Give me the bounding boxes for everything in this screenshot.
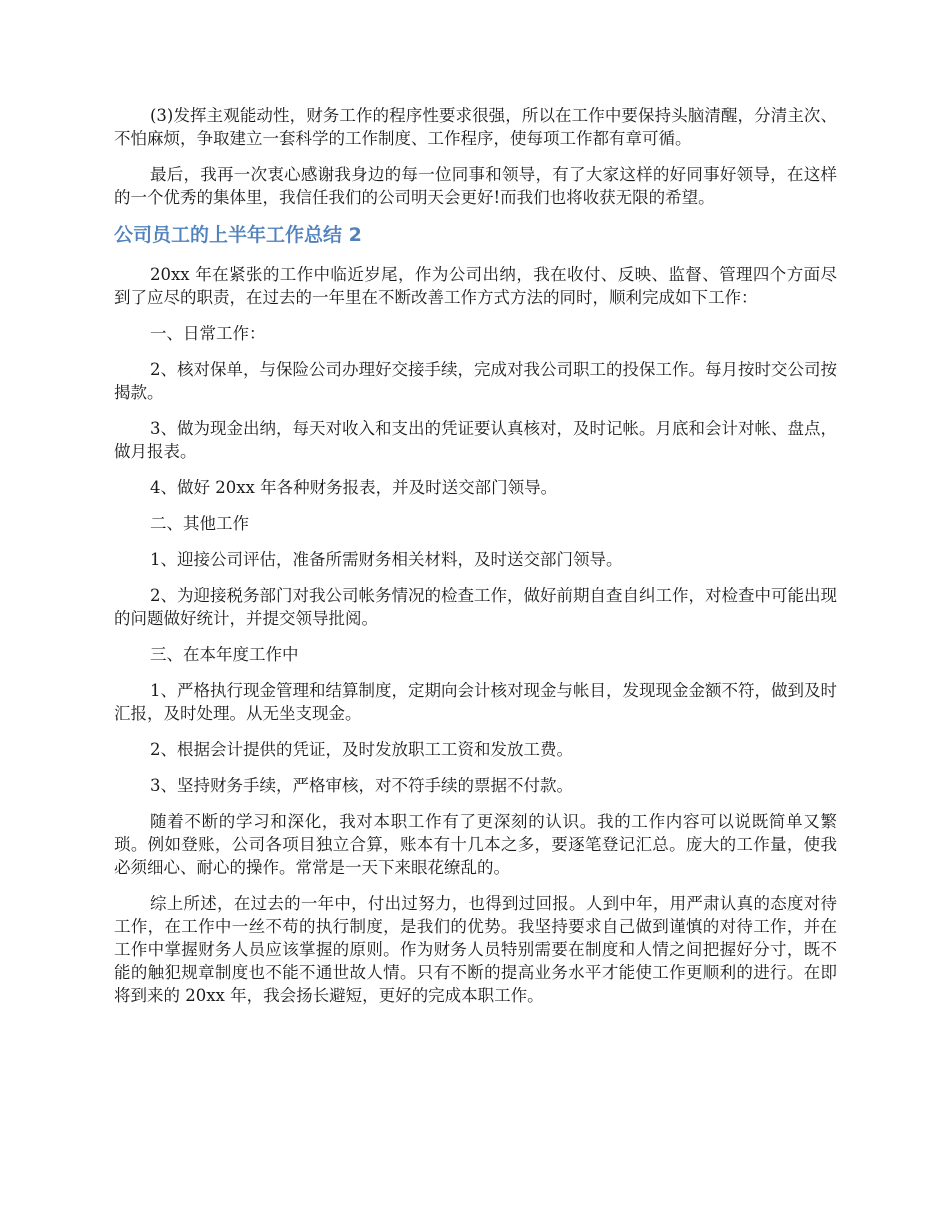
subheading-daily-work: 一、日常工作： bbox=[150, 324, 266, 343]
list-item: 3、坚持财务手续，严格审核，对不符手续的票据不付款。 bbox=[150, 776, 573, 795]
paragraph: 随着不断的学习和深化，我对本职工作有了更深刻的认识。我的工作内容可以说既简单又繁琐。例如登账，公司各项目独立合算，账本有十几本之多，要逐笔登记汇总。庞大的工作量，使我必须细心、耐心的操作。常常是一天下来眼花缭乱的。 bbox=[114, 812, 837, 877]
section-heading: 公司员工的上半年工作总结 2 bbox=[114, 224, 362, 246]
list-item: 1、迎接公司评估，准备所需财务相关材料，及时送交部门领导。 bbox=[150, 550, 623, 569]
list-item: 1、严格执行现金管理和结算制度，定期向会计核对现金与帐目，发现现金金额不符，做到及时汇报，及时处理。从无坐支现金。 bbox=[114, 681, 837, 723]
document-page bbox=[114, 104, 837, 1020]
paragraph: 综上所述，在过去的一年中，付出过努力，也得到过回报。人到中年，用严肃认真的态度对待工作，在工作中一丝不苟的执行制度，是我们的优势。我坚持要求自己做到谨慎的对待工作，并在工作中掌握财务人员应该掌握的原则。作为财务人员特别需要在制度和人情之间把握好分寸，既不能的触犯规章制度也不能不通世故人情。只有不断的提高业务水平才能使工作更顺利的进行。在即将到来的 20xx 年，我会扬长避短，更好的完成本职工作。 bbox=[114, 894, 837, 1005]
subheading-this-year: 三、在本年度工作中 bbox=[150, 645, 299, 664]
list-item: 3、做为现金出纳，每天对收入和支出的凭证要认真核对，及时记帐。月底和会计对帐、盘点，做月报表。 bbox=[114, 419, 837, 461]
paragraph: (3)发挥主观能动性，财务工作的程序性要求很强，所以在工作中要保持头脑清醒，分清主次、不怕麻烦，争取建立一套科学的工作制度、工作程序，使每项工作都有章可循。 bbox=[114, 106, 837, 148]
paragraph: 20xx 年在紧张的工作中临近岁尾，作为公司出纳，我在收付、反映、监督、管理四个方面尽到了应尽的职责，在过去的一年里在不断改善工作方式方法的同时，顺利完成如下工作： bbox=[114, 265, 837, 307]
list-item: 4、做好 20xx 年各种财务报表，并及时送交部门领导。 bbox=[150, 478, 558, 497]
list-item: 2、核对保单，与保险公司办理好交接手续，完成对我公司职工的投保工作。每月按时交公司按揭款。 bbox=[114, 360, 837, 402]
paragraph: 最后，我再一次衷心感谢我身边的每一位同事和领导，有了大家这样的好同事好领导，在这样的一个优秀的集体里，我信任我们的公司明天会更好!而我们也将收获无限的希望。 bbox=[114, 165, 837, 207]
subheading-other-work: 二、其他工作 bbox=[150, 514, 249, 533]
list-item: 2、根据会计提供的凭证，及时发放职工工资和发放工费。 bbox=[150, 740, 573, 759]
list-item: 2、为迎接税务部门对我公司帐务情况的检查工作，做好前期自查自纠工作，对检查中可能出现的问题做好统计，并提交领导批阅。 bbox=[114, 586, 837, 628]
